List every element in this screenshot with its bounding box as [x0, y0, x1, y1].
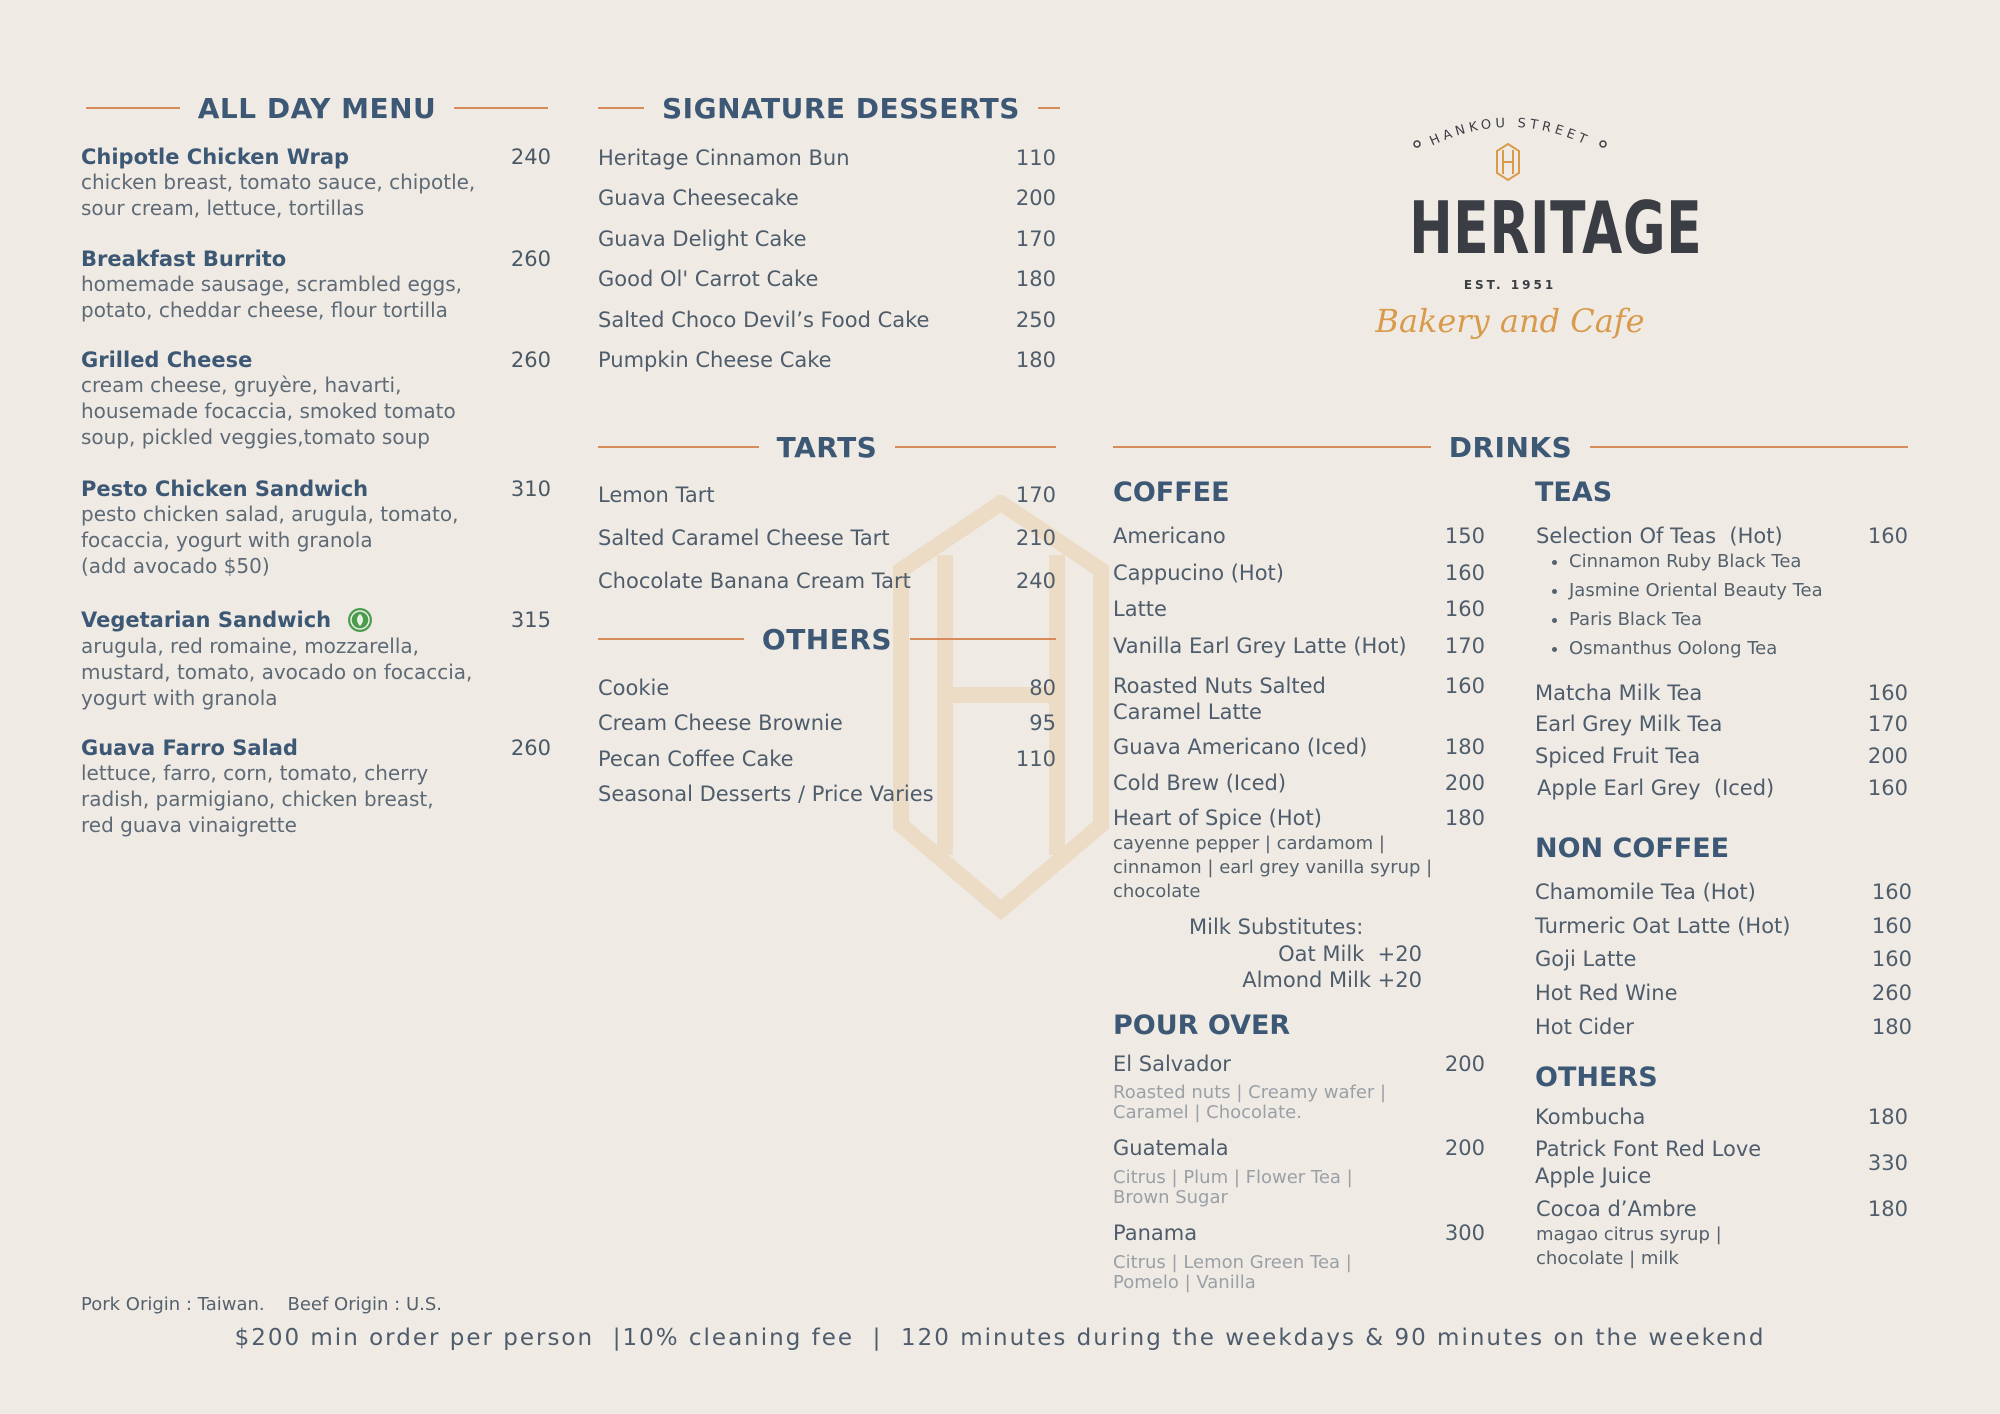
- desc-line: radish, parmigiano, chicken breast,: [81, 787, 434, 811]
- menu-item-chipotle-chicken-wrap: [81, 145, 551, 221]
- dessert-item: [598, 227, 1056, 251]
- desc-line: arugula, red romaine, mozzarella,: [81, 634, 419, 658]
- item-name: Grilled Cheese: [81, 348, 253, 372]
- item-name: Salted Choco Devil’s Food Cake: [598, 308, 930, 332]
- note-line: Citrus | Plum | Flower Tea |: [1113, 1167, 1353, 1188]
- note-line: Caramel | Chocolate.: [1113, 1102, 1302, 1123]
- item-price: 180: [1867, 1197, 1908, 1221]
- item-price: 170: [1015, 483, 1056, 507]
- tea-variety: • Jasmine Oriental Beauty Tea: [1569, 580, 1823, 601]
- coffee-item: [1113, 524, 1485, 548]
- note-line: Brown Sugar: [1113, 1187, 1228, 1208]
- cocoa-description: [1536, 1223, 1722, 1271]
- item-name: Earl Grey Milk Tea: [1535, 712, 1723, 736]
- desc-line: focaccia, yogurt with granola: [81, 528, 373, 552]
- item-price: 330: [1867, 1150, 1908, 1175]
- item-price: 150: [1444, 524, 1485, 548]
- item-price: 95: [1029, 711, 1056, 735]
- desc-line: magao citrus syrup |: [1536, 1224, 1722, 1245]
- item-price: 180: [1015, 267, 1056, 291]
- desc-line: soup, pickled veggies,tomato soup: [81, 425, 430, 449]
- heritage-watermark-icon: [893, 495, 1109, 920]
- item-name: Chocolate Banana Cream Tart: [598, 569, 911, 593]
- coffee-item: [1113, 561, 1485, 585]
- brand-name: HERITAGE: [1409, 186, 1703, 270]
- item-price: 180: [1867, 1105, 1908, 1129]
- item-name: Goji Latte: [1535, 947, 1637, 971]
- item-price: 310: [510, 477, 551, 501]
- item-name: Selection Of Teas (Hot): [1536, 524, 1783, 548]
- item-price: 200: [1015, 186, 1056, 210]
- item-price: 160: [1871, 880, 1912, 904]
- desc-line: chocolate: [1113, 881, 1201, 902]
- item-name: Hot Cider: [1535, 1015, 1634, 1039]
- tea-item: [1536, 524, 1908, 548]
- tart-item: [598, 526, 1056, 550]
- item-name: Good Ol' Carrot Cake: [598, 267, 819, 291]
- title-rule: [598, 638, 744, 640]
- item-description: [81, 760, 551, 838]
- title-rule: [86, 107, 180, 109]
- item-name: Cappucino (Hot): [1113, 561, 1284, 585]
- item-price: 160: [1444, 561, 1485, 585]
- item-description: [81, 633, 551, 711]
- svg-text:HANKOU STREET: HANKOU STREET: [1427, 115, 1593, 150]
- item-description: [81, 372, 551, 450]
- item-name: Lemon Tart: [598, 483, 715, 507]
- tea-variety: • Paris Black Tea: [1569, 609, 1823, 630]
- tea-varieties-list: [1535, 551, 1823, 667]
- coffee-item: [1113, 735, 1485, 759]
- item-price: 80: [1029, 676, 1056, 700]
- item-name: Guatemala: [1113, 1136, 1229, 1160]
- meat-origin-note: Pork Origin : Taiwan. Beef Origin : U.S.: [81, 1294, 443, 1315]
- milk-almond: Almond Milk +20: [1242, 968, 1422, 992]
- non-coffee-item: [1535, 914, 1912, 938]
- desc-line: potato, cheddar cheese, flour tortilla: [81, 298, 448, 322]
- other-food-item: [598, 782, 1056, 806]
- pour-over-title: POUR OVER: [1113, 1010, 1291, 1041]
- signature-desserts-title: [598, 88, 1060, 128]
- tea-item: [1535, 681, 1908, 705]
- title-rule: [598, 107, 644, 109]
- title-rule: [910, 638, 1056, 640]
- item-name: Pecan Coffee Cake: [598, 747, 794, 771]
- item-name: Heart of Spice (Hot): [1113, 806, 1322, 830]
- item-name: [1535, 1136, 1761, 1190]
- item-name: Pesto Chicken Sandwich: [81, 477, 369, 501]
- item-price: 180: [1444, 735, 1485, 759]
- dessert-item: [598, 267, 1056, 291]
- note-line: Roasted nuts | Creamy wafer |: [1113, 1082, 1387, 1103]
- note-line: Pomelo | Vanilla: [1113, 1272, 1256, 1293]
- item-name: Seasonal Desserts / Price Varies: [598, 782, 934, 806]
- item-price: 315: [510, 608, 551, 632]
- item-name-line: Apple Juice: [1535, 1164, 1652, 1188]
- brand-logo: [1340, 108, 1703, 358]
- item-price: 260: [1871, 981, 1912, 1005]
- item-price: 200: [1867, 744, 1908, 768]
- item-name: Salted Caramel Cheese Tart: [598, 526, 890, 550]
- dessert-item: [598, 348, 1056, 372]
- item-name: Guava Americano (Iced): [1113, 735, 1368, 759]
- item-price: 160: [1867, 524, 1908, 548]
- item-name: Americano: [1113, 524, 1226, 548]
- item-name: Vanilla Earl Grey Latte (Hot): [1113, 634, 1407, 658]
- milk-oat: Oat Milk +20: [1278, 942, 1422, 966]
- other-food-item: [598, 747, 1056, 771]
- tea-variety: • Cinnamon Ruby Black Tea: [1569, 551, 1823, 572]
- item-name: Matcha Milk Tea: [1535, 681, 1703, 705]
- desc-line: homemade sausage, scrambled eggs,: [81, 272, 462, 296]
- dining-policy: $200 min order per person |10% cleaning fee | 120 minutes during the weekdays & 90 minutes on the weekend: [234, 1325, 1766, 1351]
- item-price: 180: [1871, 1015, 1912, 1039]
- desc-line: yogurt with granola: [81, 686, 278, 710]
- item-name: Breakfast Burrito: [81, 247, 287, 271]
- coffee-item: [1113, 673, 1485, 725]
- other-food-item: [598, 711, 1056, 735]
- desc-line: red guava vinaigrette: [81, 813, 297, 837]
- milk-substitutes-title: Milk Substitutes:: [1189, 915, 1364, 939]
- brand-tagline: Bakery and Cafe: [1375, 302, 1645, 340]
- item-price: 170: [1867, 712, 1908, 736]
- item-price: 240: [510, 145, 551, 169]
- menu-item-breakfast-burrito: [81, 247, 551, 323]
- item-name: Cold Brew (Iced): [1113, 771, 1287, 795]
- tea-item: [1535, 712, 1908, 736]
- heart-of-spice-description: [1113, 832, 1493, 904]
- item-price: 200: [1444, 771, 1485, 795]
- item-price: 160: [1867, 681, 1908, 705]
- desc-line: mustard, tomato, avocado on focaccia,: [81, 660, 473, 684]
- item-name: Chipotle Chicken Wrap: [81, 145, 350, 169]
- item-price: 170: [1015, 227, 1056, 251]
- title-rule: [454, 107, 548, 109]
- non-coffee-item: [1535, 981, 1912, 1005]
- tasting-notes: [1113, 1168, 1353, 1208]
- title-rule: [1113, 446, 1431, 448]
- item-price: 260: [510, 736, 551, 760]
- title-rule: [1038, 107, 1060, 109]
- other-drink-item: [1535, 1136, 1908, 1190]
- item-name: Hot Red Wine: [1535, 981, 1678, 1005]
- tea-item: [1537, 776, 1908, 800]
- coffee-item: [1113, 597, 1485, 621]
- item-name: Cocoa d’Ambre: [1536, 1197, 1697, 1221]
- item-name: Latte: [1113, 597, 1167, 621]
- item-name: Guava Delight Cake: [598, 227, 807, 251]
- item-price: 180: [1444, 806, 1485, 830]
- pour-over-item: [1113, 1136, 1485, 1160]
- item-name: Pumpkin Cheese Cake: [598, 348, 832, 372]
- coffee-item: [1113, 806, 1485, 830]
- item-name: El Salvador: [1113, 1052, 1231, 1076]
- desc-line: pesto chicken salad, arugula, tomato,: [81, 502, 459, 526]
- desc-line: cream cheese, gruyère, havarti,: [81, 373, 402, 397]
- non-coffee-item: [1535, 1015, 1912, 1039]
- teas-title: TEAS: [1535, 477, 1613, 508]
- item-price: 180: [1015, 348, 1056, 372]
- drinks-title: [1113, 427, 1908, 467]
- item-price: 160: [1444, 597, 1485, 621]
- item-name-line: Roasted Nuts Salted: [1113, 674, 1326, 698]
- item-name: [1113, 673, 1326, 725]
- item-price: 250: [1015, 308, 1056, 332]
- desc-line: chicken breast, tomato sauce, chipotle,: [81, 170, 476, 194]
- dessert-item: [598, 186, 1056, 210]
- tasting-notes: [1113, 1253, 1352, 1293]
- pour-over-item: [1113, 1221, 1485, 1245]
- note-line: Citrus | Lemon Green Tea |: [1113, 1252, 1352, 1273]
- desc-line: cayenne pepper | cardamom |: [1113, 833, 1385, 854]
- coffee-title: COFFEE: [1113, 477, 1230, 508]
- tea-item: [1535, 744, 1908, 768]
- dessert-item: [598, 308, 1056, 332]
- non-coffee-item: [1535, 880, 1912, 904]
- item-price: 160: [1871, 914, 1912, 938]
- dessert-item: [598, 146, 1056, 170]
- item-price: 160: [1444, 674, 1485, 698]
- other-drink-item: [1536, 1197, 1908, 1221]
- item-price: 260: [510, 247, 551, 271]
- desc-line: sour cream, lettuce, tortillas: [81, 196, 365, 220]
- non-coffee-item: [1535, 947, 1912, 971]
- others-drinks-title: OTHERS: [1535, 1062, 1658, 1093]
- non-coffee-title: NON COFFEE: [1535, 833, 1730, 864]
- item-price: 200: [1444, 1136, 1485, 1160]
- brand-est: EST. 1951: [1463, 278, 1557, 292]
- item-description: [81, 501, 551, 579]
- item-description: [81, 271, 551, 323]
- item-name: Spiced Fruit Tea: [1535, 744, 1701, 768]
- item-name: Chamomile Tea (Hot): [1535, 880, 1756, 904]
- item-name: Guava Farro Salad: [81, 736, 298, 760]
- tart-item: [598, 483, 1056, 507]
- item-name: Heritage Cinnamon Bun: [598, 146, 850, 170]
- vegetarian-leaf-icon: [347, 607, 373, 633]
- desc-line: (add avocado $50): [81, 554, 270, 578]
- item-name: Vegetarian Sandwich: [81, 608, 332, 632]
- item-description: [81, 169, 551, 221]
- title-rule: [895, 446, 1056, 448]
- tarts-title-text: TARTS: [776, 430, 878, 464]
- pour-over-item: [1113, 1052, 1485, 1076]
- item-price: 170: [1444, 634, 1485, 658]
- coffee-item: [1113, 634, 1485, 658]
- item-price: 200: [1444, 1052, 1485, 1076]
- drinks-title-text: DRINKS: [1448, 430, 1573, 464]
- tarts-title: [598, 427, 1056, 467]
- item-price: 110: [1015, 747, 1056, 771]
- item-name: Cookie: [598, 676, 670, 700]
- all-day-menu-title: [86, 88, 548, 128]
- tart-item: [598, 569, 1056, 593]
- item-name: Panama: [1113, 1221, 1198, 1245]
- menu-item-pesto-chicken-sandwich: [81, 477, 551, 579]
- signature-desserts-title-text: SIGNATURE DESSERTS: [662, 91, 1020, 125]
- item-name: Turmeric Oat Latte (Hot): [1535, 914, 1791, 938]
- desc-line: cinnamon | earl grey vanilla syrup |: [1113, 857, 1433, 878]
- item-name: Cream Cheese Brownie: [598, 711, 843, 735]
- menu-item-guava-farro-salad: [81, 736, 551, 838]
- title-rule: [598, 446, 759, 448]
- item-price: 260: [510, 348, 551, 372]
- item-name: Kombucha: [1535, 1105, 1646, 1129]
- other-food-item: [598, 676, 1056, 700]
- item-price: 210: [1015, 526, 1056, 550]
- item-price: 300: [1444, 1221, 1485, 1245]
- item-price: 110: [1015, 146, 1056, 170]
- logo-emblem-icon: [1495, 142, 1521, 182]
- item-name-line: Caramel Latte: [1113, 700, 1262, 724]
- item-name: Guava Cheesecake: [598, 186, 799, 210]
- coffee-item: [1113, 771, 1485, 795]
- desc-line: lettuce, farro, corn, tomato, cherry: [81, 761, 429, 785]
- item-price: 160: [1871, 947, 1912, 971]
- others-food-title-text: OTHERS: [761, 622, 893, 656]
- menu-item-vegetarian-sandwich: [81, 607, 551, 711]
- menu-item-grilled-cheese: [81, 348, 551, 450]
- tea-variety: • Osmanthus Oolong Tea: [1569, 638, 1823, 659]
- all-day-menu-title-text: ALL DAY MENU: [197, 91, 437, 125]
- tasting-notes: [1113, 1083, 1386, 1123]
- desc-line: chocolate | milk: [1536, 1248, 1679, 1269]
- item-price: 240: [1015, 569, 1056, 593]
- others-food-title: [598, 619, 1056, 659]
- item-price: 160: [1867, 776, 1908, 800]
- title-rule: [1590, 446, 1908, 448]
- desc-line: housemade focaccia, smoked tomato: [81, 399, 456, 423]
- other-drink-item: [1535, 1105, 1908, 1129]
- item-name: Apple Earl Grey (Iced): [1537, 776, 1775, 800]
- item-name-line: Patrick Font Red Love: [1535, 1137, 1762, 1161]
